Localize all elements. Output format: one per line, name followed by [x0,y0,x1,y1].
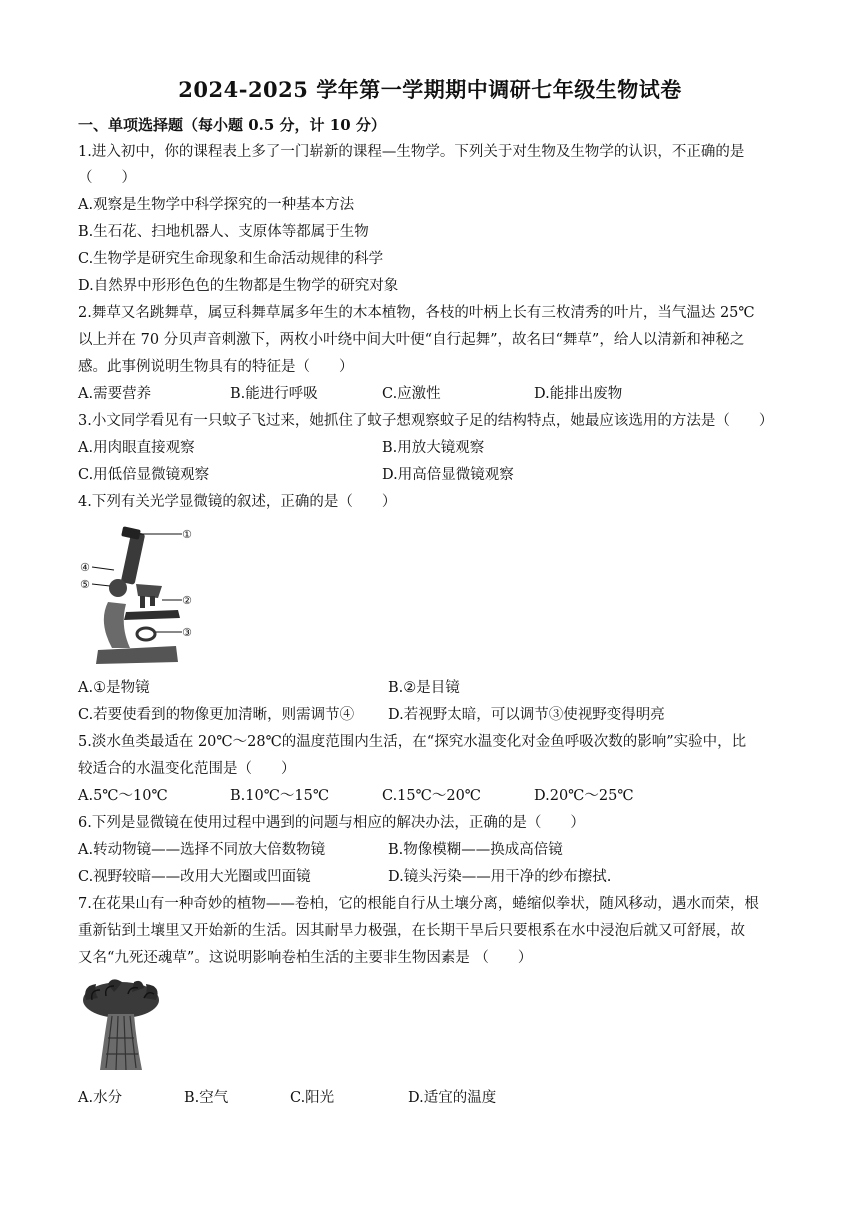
q1-stem-line2: （ ） [78,170,136,186]
q5-stem-line1: 5.淡水鱼类最适在 20℃～28℃的温度范围内生活，在“探究水温变化对金鱼呼吸次数的影响”实验中，比 [78,734,747,750]
coarse-adjustment-knob [109,579,127,597]
q5-option-c: C.15℃～20℃ [382,788,482,804]
q1-option-d: D.自然界中形形色色的生物都是生物学的研究对象 [78,278,399,294]
q6-option-a: A.转动物镜——选择不同放大倍数物镜 [78,842,326,858]
exam-title: 2024-2025 学年第一学期期中调研七年级生物试卷 [178,77,682,102]
q7-option-a: A.水分 [78,1090,123,1106]
q3-option-b: B.用放大镜观察 [382,440,485,456]
microscope-figure [78,522,208,668]
objective-1 [140,596,145,608]
q7-stem-line2: 重新钻到土壤里又开始新的生活。因其耐旱力极强，在长期干旱后只要根系在水中浸泡后就又可舒展，故 [78,923,745,939]
q4-stem: 4.下列有关光学显微镜的叙述，正确的是（ ） [78,494,397,510]
q7-stem-line3: 又名“九死还魂草”。这说明影响卷柏生活的主要非生物因素是 （ ） [78,950,533,966]
q5-stem-line2: 较适合的水温变化范围是（ ） [78,761,296,777]
label-4: ④ [80,561,90,574]
q7-option-c: C.阳光 [290,1090,335,1106]
q4-option-c: C.若要使看到的物像更加清晰，则需调节④ [78,707,355,723]
q2-option-a: A.需要营养 [78,386,152,402]
q5-option-b: B.10℃～15℃ [230,788,330,804]
microscope-base [96,646,178,664]
q1-option-c: C.生物学是研究生命现象和生命活动规律的科学 [78,251,384,267]
label-3: ③ [182,626,192,639]
objective-2 [150,596,155,606]
q4-option-d: D.若视野太暗，可以调节③使视野变得明亮 [388,707,665,723]
q6-option-d: D.镜头污染——用干净的纱布擦拭. [388,869,612,885]
section-heading: 一、单项选择题（每小题 0.5 分，计 10 分） [78,116,386,134]
nosepiece [136,584,162,598]
q1-option-b: B.生石花、扫地机器人、支原体等都属于生物 [78,224,369,240]
stage [124,610,180,620]
q2-option-b: B.能进行呼吸 [230,386,318,402]
q7-option-b: B.空气 [184,1090,229,1106]
label-5: ⑤ [80,578,90,591]
q5-option-d: D.20℃～25℃ [534,788,634,804]
eyepiece [121,526,141,540]
mirror [137,628,155,640]
label-1: ① [182,528,192,541]
q7-stem-line1: 7.在花果山有一种奇妙的植物——卷柏，它的根能自行从土壤分离，蜷缩似拳状，随风移动，遇水而荣，根 [78,896,759,912]
q2-stem-line2: 以上并在 70 分贝声音刺激下，两枚小叶绕中间大叶便“自行起舞”，故名曰“舞草”，给人以清新和神秘之 [78,332,745,348]
q2-option-c: C.应激性 [382,386,441,402]
q3-stem: 3.小文同学看见有一只蚊子飞过来，她抓住了蚊子想观察蚊子足的结构特点，她最应该选用的方法是（ ） [78,413,774,429]
label-2: ② [182,594,192,607]
q6-option-b: B.物像模糊——换成高倍镜 [388,842,563,858]
q3-option-c: C.用低倍显微镜观察 [78,467,210,483]
eyepiece-tube [121,531,146,585]
q4-option-a: A.①是物镜 [78,680,150,696]
q6-option-c: C.视野较暗——改用大光圈或凹面镜 [78,869,311,885]
q5-option-a: A.5℃～10℃ [78,788,168,804]
q6-stem: 6.下列是显微镜在使用过程中遇到的问题与相应的解决办法，正确的是（ ） [78,815,585,831]
q2-stem-line1: 2.舞草又名跳舞草，属豆科舞草属多年生的木本植物，各枝的叶柄上长有三枚清秀的叶片，当气温达 25℃ [78,305,755,321]
q3-option-d: D.用高倍显微镜观察 [382,467,514,483]
q2-option-d: D.能排出废物 [534,386,623,402]
q3-option-a: A.用肉眼直接观察 [78,440,195,456]
q2-stem-line3: 感。此事例说明生物具有的特征是（ ） [78,359,354,375]
microscope-arm [104,602,130,648]
q7-option-d: D.适宜的温度 [408,1090,497,1106]
q4-option-b: B.②是目镜 [388,680,460,696]
selaginella-plant-figure [78,978,164,1074]
q1-option-a: A.观察是生物学中科学探究的一种基本方法 [78,197,355,213]
q1-stem-line1: 1.进入初中，你的课程表上多了一门崭新的课程—生物学。下列关于对生物及生物学的认识，不正确的是 [78,144,745,160]
